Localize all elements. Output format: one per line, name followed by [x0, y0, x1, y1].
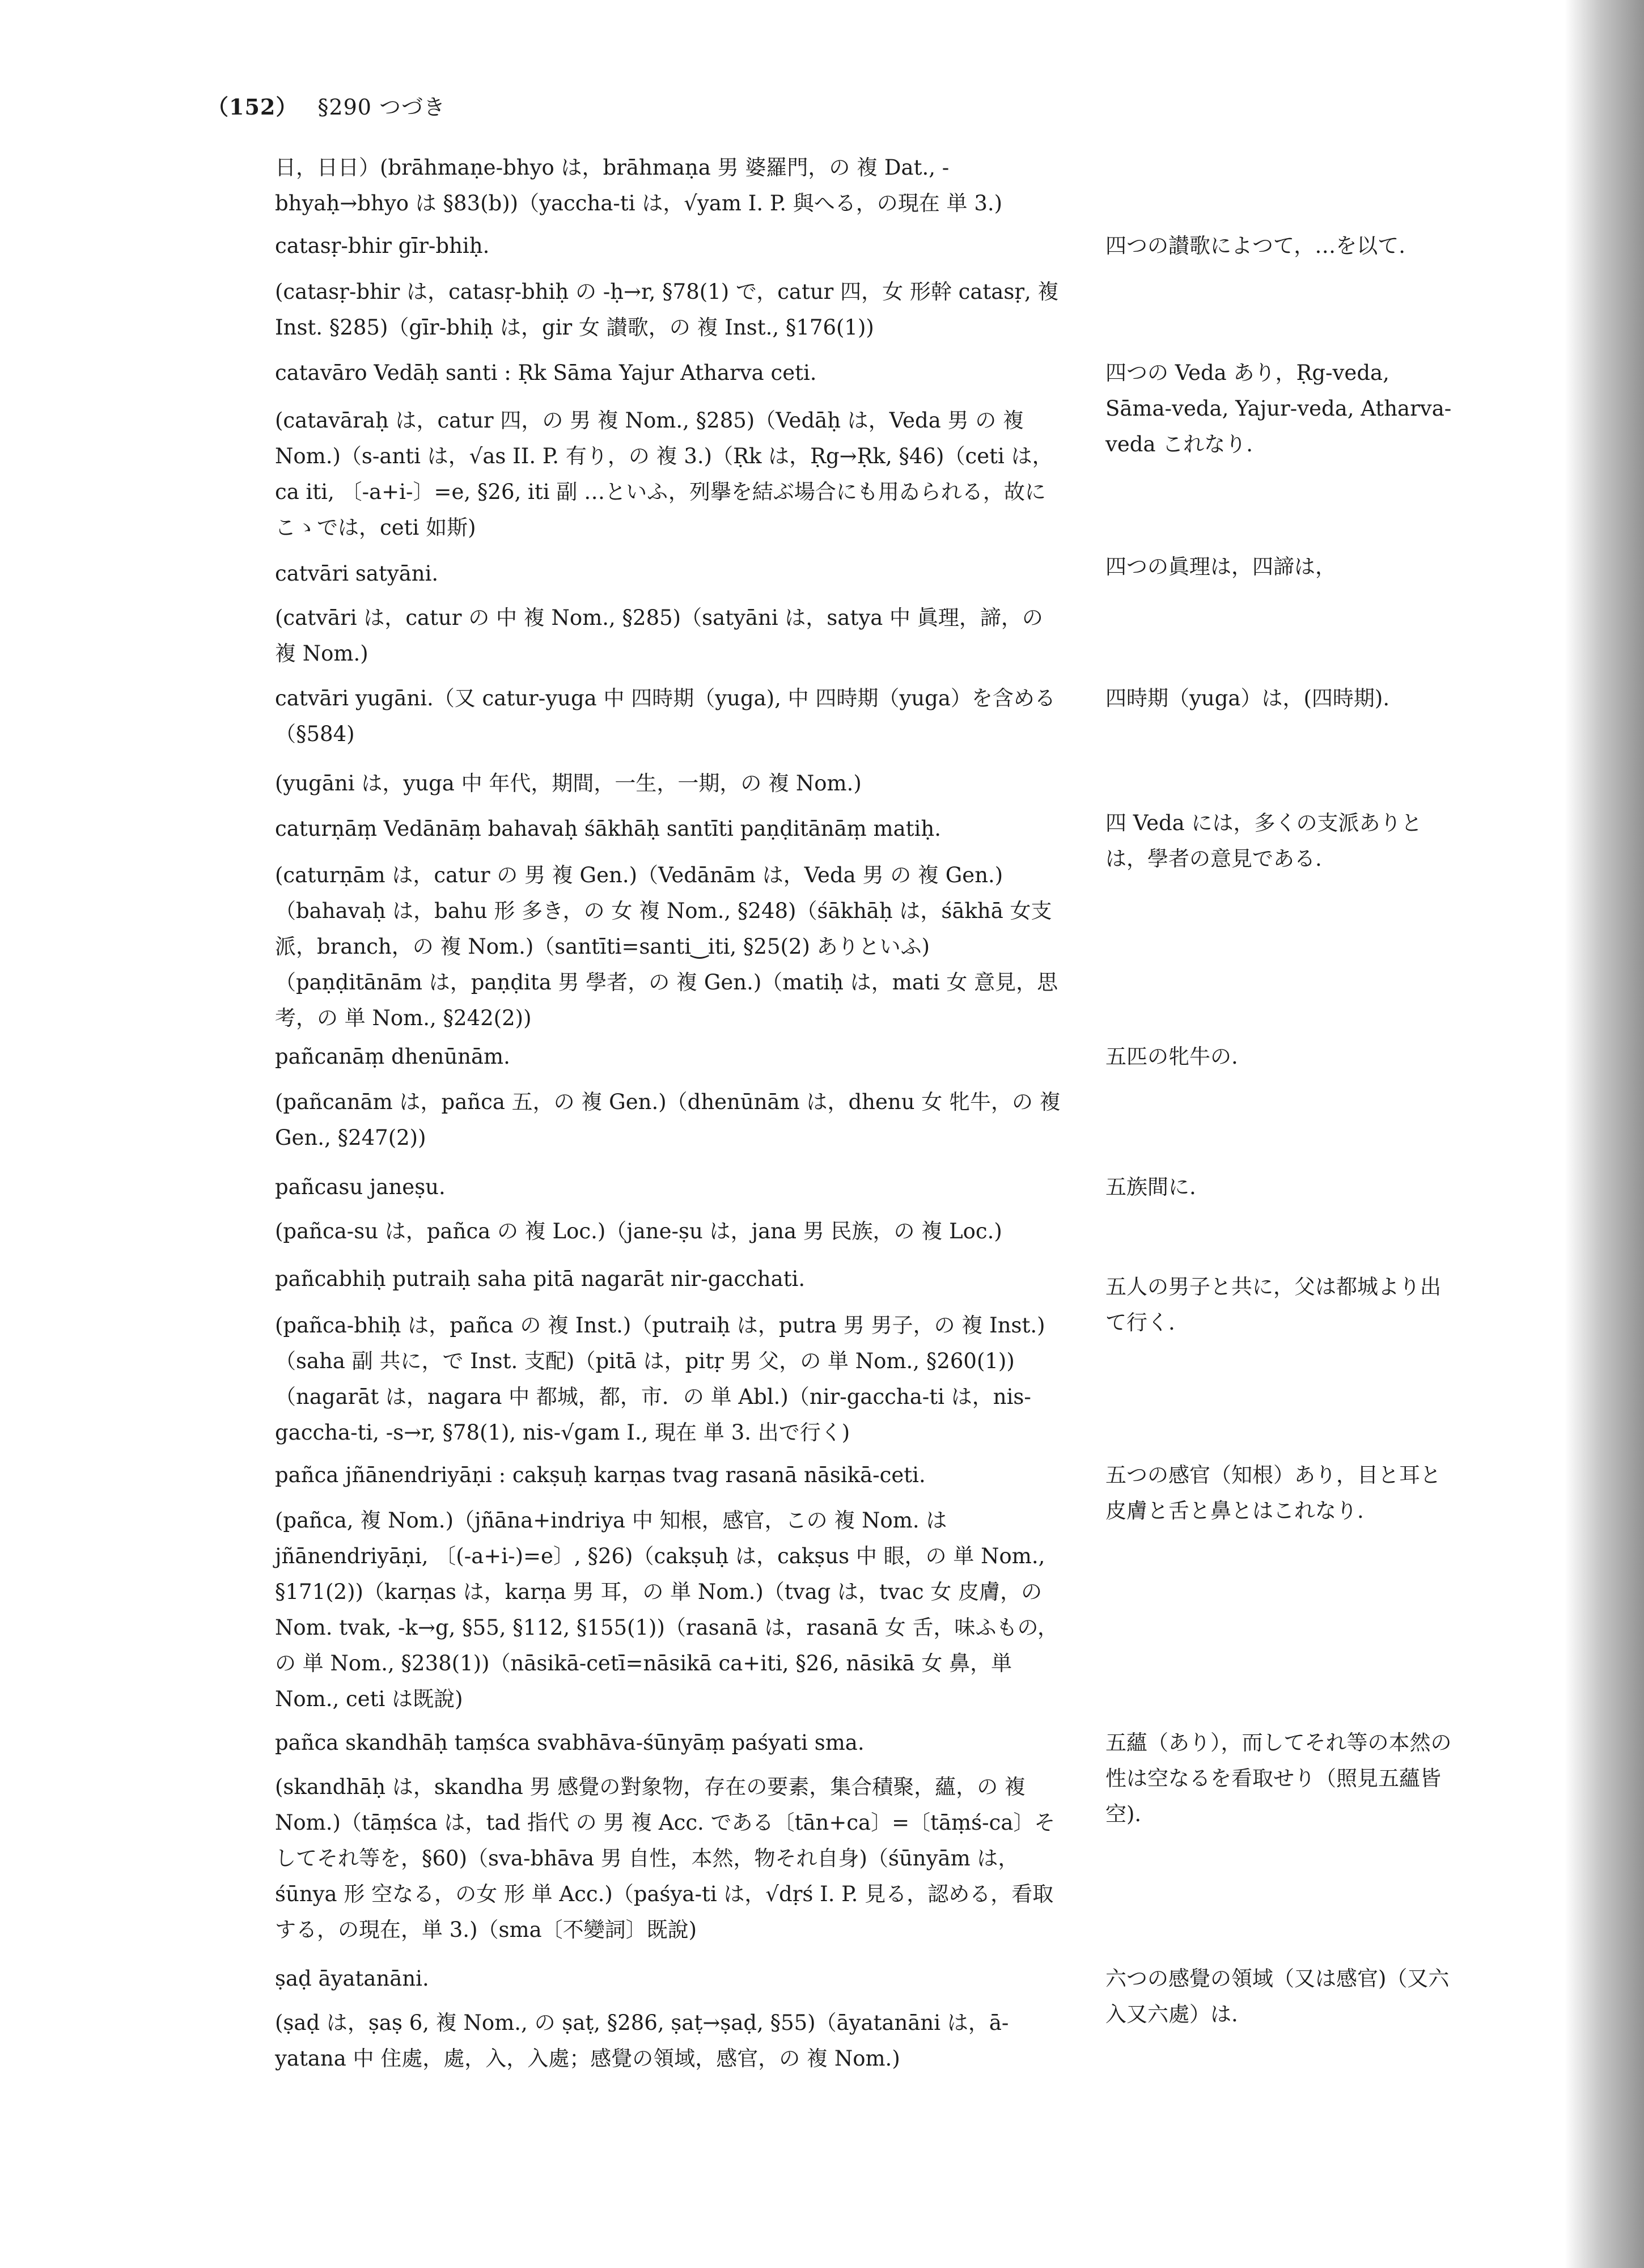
japanese-gloss: 四つの讃歌によつて，…を以て. — [1105, 234, 1406, 258]
japanese-gloss: 四 Veda には，多くの支派ありとは，學者の意見である. — [1105, 811, 1422, 871]
japanese-gloss: 四時期（yuga）は，(四時期). — [1105, 686, 1390, 710]
sanskrit-phrase: ṣaḍ āyatanāni. — [275, 1966, 429, 1991]
section-heading: §290 つづき — [317, 95, 446, 120]
japanese-gloss: 六つの感覺の領域（又は感官)（又六入又六處）は. — [1105, 1966, 1450, 2026]
japanese-gloss: 五人の男子と共に，父は都城より出て行く. — [1105, 1275, 1441, 1335]
entry-notes: (caturṇām は，catur の 男 複 Gen.)（Vedānām は，Veda 男 の 複 Gen.)（bahavaḥ は，bahu 形 多き，の 女 複 Nom., §248)（śākhāḥ は，śākhā 女支派，branch，の 複 Nom.)（santīti=santi‿iti, §25(2) ありといふ)（paṇḍitānām は，paṇḍita 男 學者，の 複 Gen.)（matiḥ は，mati 女 意見，思考，の 単 Nom., §242(2)) — [275, 863, 1058, 1030]
sanskrit-phrase: catvāri yugāni.（又 catur-yuga 中 四時期（yuga), 中 四時期（yuga）を含める（§584) — [275, 686, 1056, 746]
japanese-gloss: 四つの Veda あり，Ṛg-veda, Sāma-veda, Yajur-veda, Atharva-veda これなり. — [1105, 361, 1452, 456]
japanese-gloss: 五匹の牝牛の. — [1105, 1044, 1238, 1069]
entry-notes: (pañca-bhiḥ は，pañca の 複 Inst.)（putraiḥ は，putra 男 男子，の 複 Inst.)（saha 副 共に，で Inst. 支配)（pitā は，pitṛ 男 父，の 単 Nom., §260(1))（nagarāt は，nagara 中 都城，都，市．の 単 Abl.)（nir-gaccha-ti は，nis-gaccha-ti, -s→r, §78(1), nis-√gam I., 現在 単 3. 出で行く) — [275, 1313, 1045, 1445]
sanskrit-phrase: pañca jñānendriyāṇi : cakṣuḥ karṇas tvag rasanā nāsikā-ceti. — [275, 1463, 926, 1487]
entry-notes: (pañca, 複 Nom.)（jñāna+indriya 中 知根，感官，この 複 Nom. は jñānendriyāṇi, 〔(-a+i-)=e〕, §26)（cakṣuḥ は，cakṣus 中 眼，の 単 Nom., §171(2))（karṇas は，karṇa 男 耳，の 単 Nom.)（tvag は，tvac 女 皮膚，の Nom. tvak, -k→g, §55, §112, §155(1))（rasanā は，rasanā 女 舌，味ふもの，の 単 Nom., §238(1))（nāsikā-cetī=nāsikā ca+iti, §26, nāsikā 女 鼻，単 Nom., ceti は既說) — [275, 1508, 1059, 1711]
sanskrit-phrase: pañcabhiḥ putraiḥ saha pitā nagarāt nir-gacchati. — [275, 1267, 806, 1291]
japanese-gloss: 五族間に. — [1105, 1175, 1196, 1199]
entry-notes: (ṣaḍ は，ṣaṣ 6, 複 Nom., の ṣaṭ, §286, ṣaṭ→ṣaḍ, §55)（āyatanāni は，ā-yatana 中 住處，處，入，入處；感覺の領域，感官，の 複 Nom.) — [275, 2011, 1009, 2071]
entry-notes: (skandhāḥ は，skandha 男 感覺の對象物，存在の要素，集合積聚，蘊，の 複 Nom.)（tāṃśca は，tad 指代 の 男 複 Acc. である〔tān+ca〕=〔tāṃś-ca〕そしてそれ等を，§60)（sva-bhāva 男 自性，本然，物それ自身)（śūnyām は，śūnya 形 空なる，の女 形 単 Acc.)（paśya-ti は，√dṛś I. P. 見る，認める，看取する，の現在，単 3.)（sma〔不變詞〕既說) — [275, 1775, 1056, 1942]
running-head — [207, 92, 446, 122]
japanese-gloss: 五つの感官（知根）あり，目と耳と皮膚と舌と鼻とはこれなり. — [1105, 1463, 1441, 1523]
sanskrit-phrase: caturṇāṃ Vedānāṃ bahavaḥ śākhāḥ santīti paṇḍitānāṃ matiḥ. — [275, 816, 941, 841]
sanskrit-phrase: pañcasu janeṣu. — [275, 1175, 446, 1199]
sanskrit-phrase: catasṛ-bhir gīr-bhiḥ. — [275, 234, 490, 258]
entry-notes: (catasṛ-bhir は，catasṛ-bhiḥ の -ḥ→r, §78(1) で，catur 四，女 形幹 catasṛ, 複 Inst. §285)（gīr-bhiḥ は，gir 女 讃歌，の 複 Inst., §176(1)) — [275, 280, 1059, 340]
entry-notes: (catavāraḥ は，catur 四，の 男 複 Nom., §285)（Vedāḥ は，Veda 男 の 複 Nom.)（s-anti は，√as II. P. 有り，の 複 3.)（Ṛk は，Ṛg→Ṛk, §46)（ceti は，ca iti, 〔-a+i-〕=e, §26, iti 副 …といふ，列擧を結ぶ場合にも用ゐられる，故にこゝでは，ceti 如斯) — [275, 408, 1053, 540]
entry-notes: (pañcanām は，pañca 五，の 複 Gen.)（dhenūnām は，dhenu 女 牝牛，の 複 Gen., §247(2)) — [275, 1090, 1061, 1150]
page-edge-shadow — [1565, 0, 1644, 2268]
page-number: （152） — [207, 94, 298, 120]
entry-notes: 日，日日）(brāhmaṇe-bhyo は，brāhmaṇa 男 婆羅門，の 複 Dat., -bhyaḥ→bhyo は §83(b))（yaccha-ti は，√yam I. P. 與へる，の現在 単 3.) — [275, 155, 1003, 215]
entry-notes: (pañca-su は，pañca の 複 Loc.)（jane-ṣu は，jana 男 民族，の 複 Loc.) — [275, 1219, 1002, 1243]
japanese-gloss: 四つの眞理は，四諦は， — [1105, 555, 1336, 579]
entry-notes: (catvāri は，catur の 中 複 Nom., §285)（satyāni は，satya 中 眞理，諦，の 複 Nom.) — [275, 606, 1043, 666]
sanskrit-phrase: catvāri satyāni. — [275, 561, 439, 586]
sanskrit-phrase: pañca skandhāḥ taṃśca svabhāva-śūnyāṃ paśyati sma. — [275, 1730, 865, 1755]
japanese-gloss: 五蘊（あり），而してそれ等の本然の性は空なるを看取せり（照見五蘊皆空). — [1105, 1730, 1452, 1826]
sanskrit-phrase: catavāro Vedāḥ santi : Ṛk Sāma Yajur Atharva ceti. — [275, 361, 817, 385]
entry-notes: (yugāni は，yuga 中 年代，期間，一生，一期，の 複 Nom.) — [275, 771, 862, 796]
sanskrit-phrase: pañcanāṃ dhenūnām. — [275, 1044, 510, 1069]
